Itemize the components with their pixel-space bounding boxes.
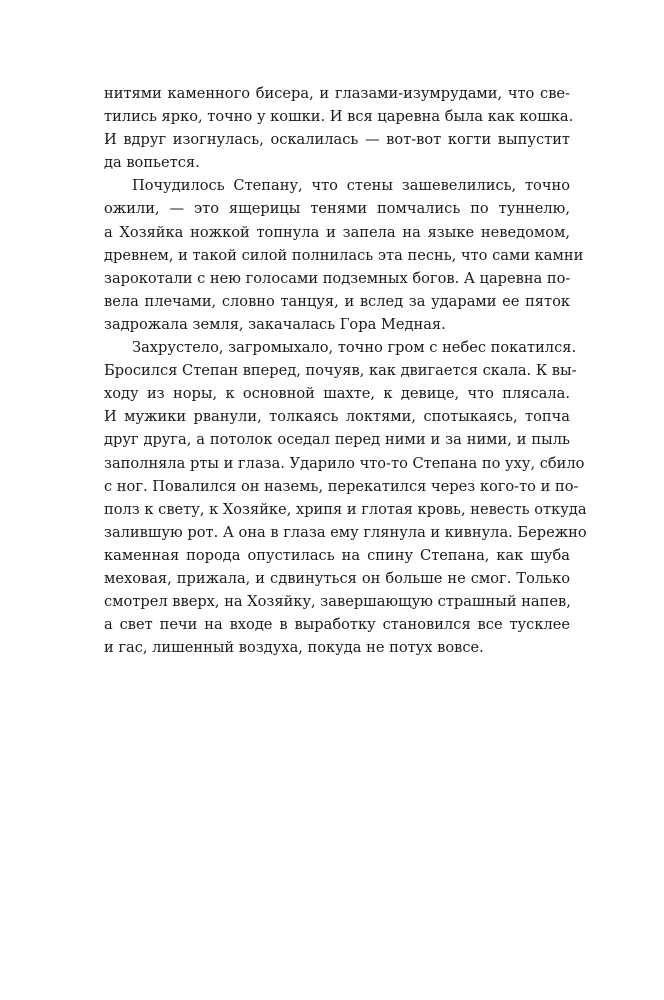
text-line: тились ярко, точно у кошки. И вся царевна была как кошка. <box>104 108 574 126</box>
text-line: полз к свету, к Хозяйке, хрипя и глотая кровь, невесть откуда <box>104 500 587 518</box>
text-line: нитями каменного бисера, и глазами-изумрудами, что све- <box>104 85 570 102</box>
text-line: ходу из норы, к основной шахте, к девице, что плясала. <box>104 385 570 403</box>
paragraph <box>104 336 587 659</box>
text-line: с ног. Повалился он наземь, перекатился через кого-то и по- <box>104 477 579 495</box>
text-line: И вдруг изогнулась, оскалилась — вот-вот когти выпустит <box>104 131 570 149</box>
text-line: И мужики рванули, толкаясь локтями, спотыкаясь, топча <box>104 408 570 426</box>
text-line: вела плечами, словно танцуя, и вслед за ударами ее пяток <box>104 292 570 310</box>
paragraph <box>104 82 574 174</box>
text-line: Бросился Степан вперед, почуяв, как двигается скала. К вы- <box>104 362 577 380</box>
text-line: ожили, — это ящерицы тенями помчались по туннелю, <box>104 200 570 218</box>
text-line: залившую рот. А она в глаза ему глянула и кивнула. Бережно <box>104 523 587 541</box>
text-line: Почудилось Степану, что стены зашевелились, точно <box>132 177 570 195</box>
text-line: друг друга, а потолок оседал перед ними и за ними, и пыль <box>104 431 570 449</box>
text-line: каменная порода опустилась на спину Степана, как шуба <box>104 546 570 564</box>
text-line: да вопьется. <box>104 154 200 172</box>
text-line: и гас, лишенный воздуха, покуда не потух вовсе. <box>104 639 484 657</box>
text-line: смотрел вверх, на Хозяйку, завершающую страшный напев, <box>104 593 571 611</box>
text-line: заполняла рты и глаза. Ударило что-то Степана по уху, сбило <box>104 454 585 472</box>
text-line: задрожала земля, закачалась Гора Медная. <box>104 315 446 333</box>
text-line: Захрустело, загромыхало, точно гром с небес покатился. <box>132 339 577 357</box>
body-text <box>104 82 587 659</box>
text-line: древнем, и такой силой полнилась эта песнь, что сами камни <box>104 246 584 264</box>
text-line: меховая, прижала, и сдвинуться он больше не смог. Только <box>104 569 570 587</box>
text-line: зарокотали с нею голосами подземных богов. А царевна по- <box>104 269 571 287</box>
paragraph <box>104 174 584 336</box>
text-line: а свет печи на входе в выработку становился все тусклее <box>104 616 570 634</box>
text-line: а Хозяйка ножкой топнула и запела на языке неведомом, <box>104 223 570 241</box>
